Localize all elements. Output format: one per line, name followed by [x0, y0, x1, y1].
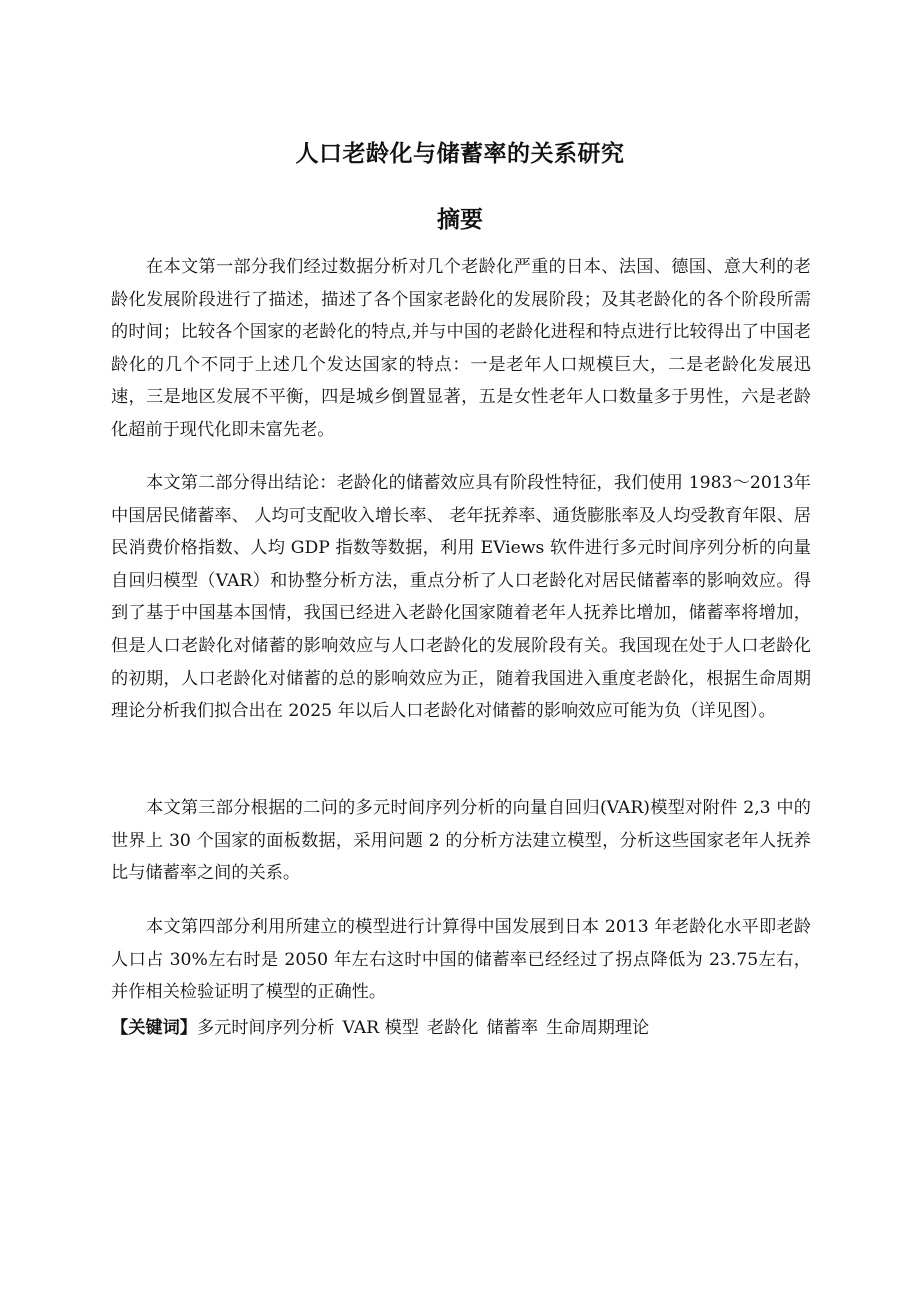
document-title: 人口老龄化与储蓄率的关系研究 [295, 141, 625, 167]
abstract-paragraph-4: 本文第四部分利用所建立的模型进行计算得中国发展到日本 2013 年老龄化水平即老龄人口占 30%左右时是 2050 年左右这时中国的储蓄率已经经过了拐点降低为 23.75左右，并作相关检验证明了模型的正确性。 [111, 917, 811, 1003]
abstract-body [111, 467, 811, 728]
keywords-label: 【关键词】 [111, 1018, 197, 1038]
abstract-body [111, 251, 811, 447]
abstract-body [111, 792, 811, 890]
abstract-paragraph-1: 在本文第一部分我们经过数据分析对几个老龄化严重的日本、法国、德国、意大利的老龄化发展阶段进行了描述，描述了各个国家老龄化的发展阶段；及其老龄化的各个阶段所需的时间；比较各个国家的老龄化的特点,并与中国的老龄化进程和特点进行比较得出了中国老龄化的几个不同于上述几个发达国家的特点：一是老年人口规模巨大，二是老龄化发展迅速，三是地区发展不平衡，四是城乡倒置显著，五是女性老年人口数量多于男性，六是老龄化超前于现代化即未富先老。 [111, 257, 811, 440]
keyword-item: 储蓄率 [486, 1018, 539, 1038]
abstract-paragraph-3: 本文第三部分根据的二问的多元时间序列分析的向量自回归(VAR)模型对附件 2,3 中的世界上 30 个国家的面板数据，采用问题 2 的分析方法建立模型，分析这些国家老年人抚养比与储蓄率之间的关系。 [111, 798, 811, 884]
abstract-body [111, 911, 811, 1009]
keyword-item: 老龄化 [426, 1018, 479, 1038]
keyword-item: 生命周期理论 [546, 1018, 650, 1038]
keyword-item: 多元时间序列分析 [196, 1018, 335, 1038]
keyword-item: VAR 模型 [342, 1018, 419, 1038]
abstract-heading: 摘要 [437, 207, 483, 233]
abstract-paragraph-2: 本文第二部分得出结论：老龄化的储蓄效应具有阶段性特征，我们使用 1983～2013年中国居民储蓄率、 人均可支配收入增长率、 老年抚养率、通货膨胀率及人均受教育年限、居民消费价格指数、人均 GDP 指数等数据，利用 EViews 软件进行多元时间序列分析的向量自回归模型（VAR）和协整分析方法，重点分析了人口老龄化对居民储蓄率的影响效应。得到了基于中国基本国情，我国已经进入老龄化国家随着老年人抚养比增加，储蓄率将增加，但是人口老龄化对储蓄的影响效应与人口老龄化的发展阶段有关。我国现在处于人口老龄化的初期，人口老龄化对储蓄的总的影响效应为正，随着我国进入重度老龄化，根据生命周期理论分析我们拟合出在 2025 年以后人口老龄化对储蓄的影响效应可能为负（详见图）。 [111, 473, 811, 722]
keywords-line [111, 1012, 811, 1044]
